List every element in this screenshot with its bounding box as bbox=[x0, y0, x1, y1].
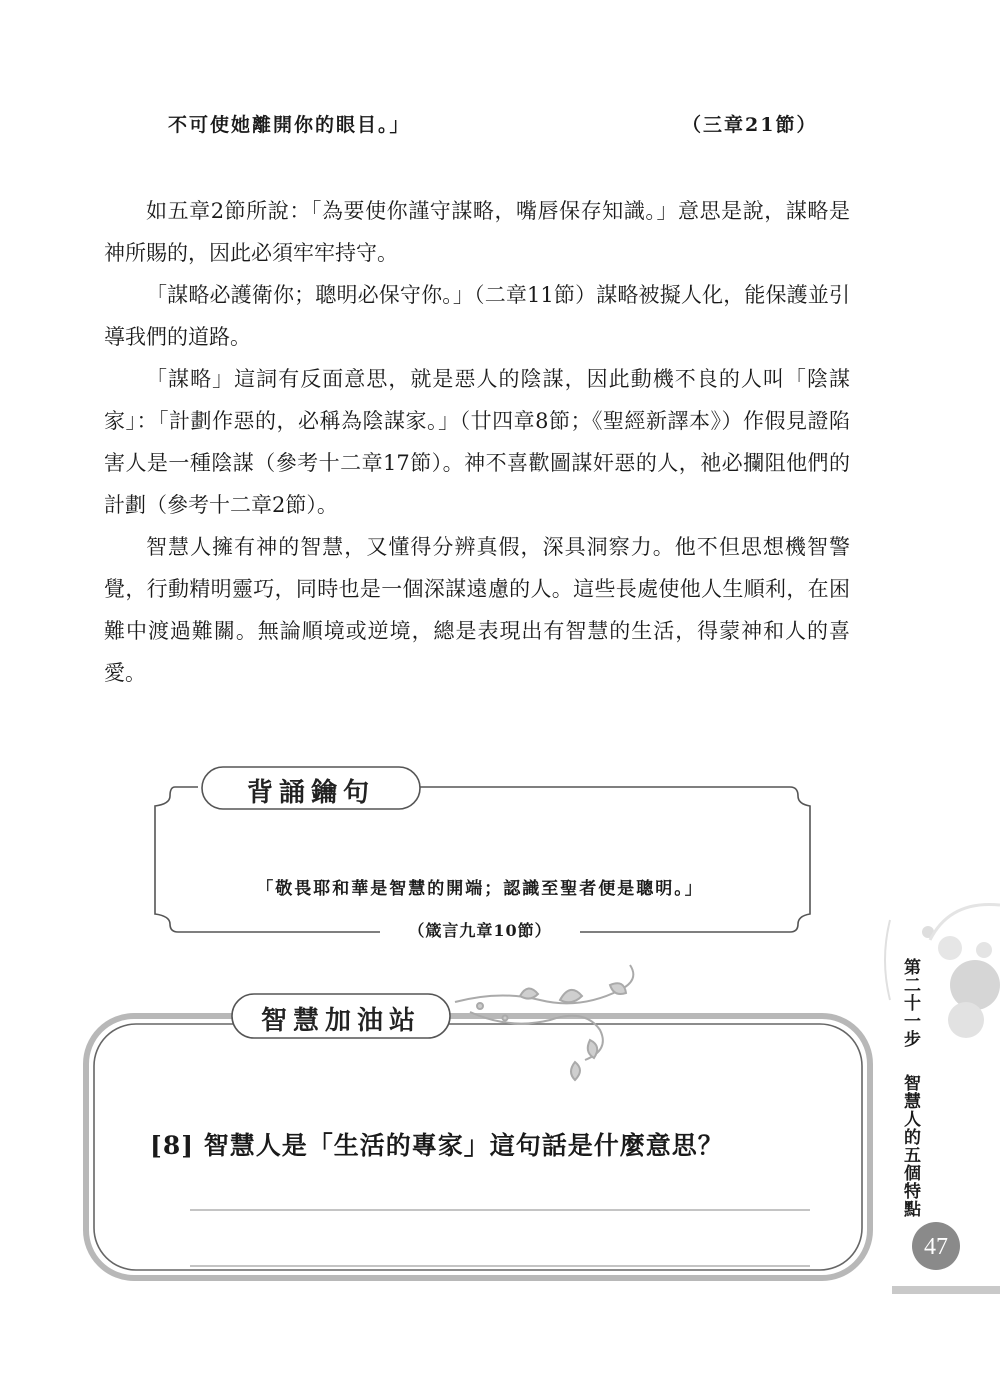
memory-verse: 「敬畏耶和華是智慧的開端；認識至聖者便是聰明。」 bbox=[256, 879, 704, 899]
wisdom-box-title: 智慧加油站 bbox=[260, 1006, 421, 1036]
paragraph: 如五章2節所說：「為要使你謹守謀略，嘴唇保存知識。」意思是說，謀略是神所賜的，因此必須牢牢持守。 bbox=[104, 199, 850, 265]
side-chapter-label: 第二十一步 bbox=[900, 958, 920, 1048]
quote-reference: （三章21節） bbox=[682, 114, 818, 136]
side-chapter-title: 智慧人的五個特點 bbox=[900, 1074, 920, 1218]
paragraph: 「謀略」這詞有反面意思，就是惡人的陰謀，因此動機不良的人叫「陰謀家」：「計劃作惡的，必稱為陰謀家。」（廿四章8節；《聖經新譯本》）作假見證陷害人是一種陰謀（參考十二章17節）。神不喜歡圖謀奸惡的人，祂必攔阻他們的計劃（參考十二章2節）。 bbox=[104, 367, 850, 517]
page-number: 47 bbox=[912, 1222, 960, 1270]
quote-text: 不可使她離開你的眼目。」 bbox=[168, 114, 411, 136]
floral-ornament bbox=[455, 965, 633, 1080]
body-text bbox=[104, 190, 850, 694]
memory-reference: （箴言九章10節） bbox=[380, 918, 580, 941]
memory-box-title: 背誦鑰句 bbox=[246, 778, 375, 808]
bottom-bar bbox=[892, 1286, 1000, 1294]
paragraph: 智慧人擁有神的智慧，又懂得分辨真假，深具洞察力。他不但思想機智警覺，行動精明靈巧，同時也是一個深謀遠慮的人。這些長處使他人生順利，在困難中渡過難關。無論順境或逆境，總是表現出有智慧的生活，得蒙神和人的喜愛。 bbox=[104, 535, 850, 685]
paragraph: 「謀略必護衛你；聰明必保守你。」（二章11節）謀略被擬人化，能保護並引導我們的道路。 bbox=[104, 283, 850, 349]
question-text: [8] 智慧人是「生活的專家」這句話是什麼意思？ bbox=[150, 1131, 724, 1160]
